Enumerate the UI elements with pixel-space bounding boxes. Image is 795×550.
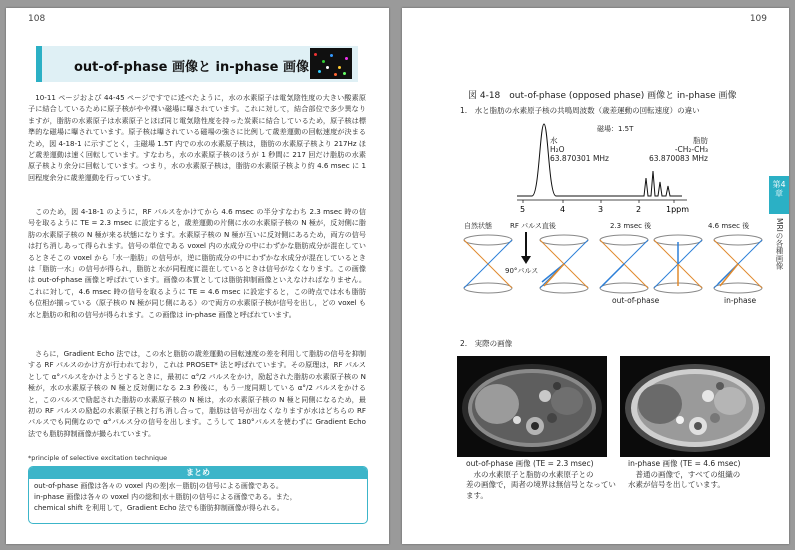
mri-in-phase-image [620, 356, 770, 457]
caption-in-phase: in-phase 画像 (TE = 4.6 msec) 普通の画像で，すべての組織の 水素が信号を出しています。 [628, 459, 741, 489]
water-name: 水 [550, 136, 558, 145]
summary-text: out-of-phase 画像は各々の voxel 内の差|水－脂肪|の信号による画像である。 in-phase 画像は各々の voxel 内の総和|水＋脂肪|の信号による画像である。また， chemical shift を利用して，Gradient Echo 法でも脂肪抑制画像が得られる。 [34, 482, 297, 512]
cone-in-phase [714, 235, 762, 293]
field-strength-label: 磁場：1.5T [597, 125, 634, 133]
paragraph-3: さらに，Gradient Echo 法では，この水と脂肪の歳差運動の回転速度の差を利用して脂肪の信号を抑制する RF パルスのかけ方が行われており，これは PROSET* 法と呼ばれています。その原理は，RF パルスとして α°パルスをかけようとするときに，最初に α°/2 パルスをかけ，励起された脂肪の水素原子核の N 極が，水の水素原子核の N 極と反対側になる 2.3 秒後に，もう一度同期している α°/2 パルスをかけると，このパルスで励起された脂肪の水素原子核の N 極は，水の水素原子核の N 極と同側になるため，最初の RF パルスの励起の水素原子核と打ち消し合って，脂肪は信号が出なくなりますが水はどちらの RF パルスでも同側なので α°パルス分の信号を出します。こうして 180°パルスを使わずに Gradient Echo 法でも脂肪抑制画像が撮られています。 [28, 349, 366, 438]
spectrum-tick-4: 4 [560, 205, 566, 214]
out-of-phase-label: out-of-phase [612, 296, 660, 305]
right-page [402, 8, 789, 544]
footnote: *principle of selective excitation technique [28, 454, 168, 462]
mri-out-of-phase-image [457, 356, 607, 457]
fat-name: 脂肪 [693, 136, 708, 145]
section-1-heading: 1. 水と脂肪の水素原子核の共鳴周波数（歳差運動の回転速度）の違い [460, 106, 700, 115]
spectrum-tick-1ppm: 1ppm [666, 205, 690, 214]
cone-2-3ms [600, 235, 648, 293]
water-frequency: 63.870301 MHz [550, 154, 609, 163]
section-2-heading: 2. 実際の画像 [460, 339, 513, 348]
in-phase-label: in-phase [724, 296, 757, 305]
fat-frequency: 63.870083 MHz [649, 154, 708, 163]
paragraph-2: このため，図 4-18-1 のように，RF パルスをかけてから 4.6 msec の半分すなわち 2.3 msec 時の信号を取るように TE = 2.3 msec に設定すると，歳差運動の片側に水の水素原子核の N 極が，反対側に脂肪の水素原子核の N 極が来る状態になります。水素原子核の N 極が互いに反対側にあるため，両方の信号は打ち消しあって得られます。信号の単位である voxel 内の水成分の中にわずかな脂肪成分が混在しているときそこの voxel から「水一脂肪」の信号が，逆に脂肪成分の中にわずかな水成分が混在しているときは「脂肪一水」の信号が得られ，脂肪と水が同程度に混在しているときは信号がなくなります。この画像は out-of-phase 画像と呼ばれています。画像の本質としては脂肪抑制画像といえなければなりません。これに対して，4.6 msec 時の信号を取るように TE = 4.6 msec に設定すると，この時点では水も脂肪も位相が揃っている（原子核の N 極が同じ側にある）ので両方の水素原子核が信号を出し，どの voxel も水と脂肪の和和の信号が得られます。この画像は in-phase 画像と呼ばれています。 [28, 207, 366, 319]
section-title-box [36, 46, 358, 82]
pulse-label: 90°パルス [505, 267, 539, 275]
section-title: out-of-phase 画像と in-phase 画像 [74, 60, 310, 75]
spectrum-tick-3: 3 [598, 205, 604, 214]
state-label-4-6ms: 4.6 msec 後 [708, 222, 750, 230]
water-label [550, 136, 609, 163]
cone-out-of-phase [654, 235, 702, 293]
paragraph-1: 10-11 ページおよび 44-45 ページですでに述べたように，水の水素原子は電気陰性度の大きい酸素原子に結合しているために原子核がやや裸い磁場に曝されています。これに対して，結合部位で多少異なりますが，脂肪の水素原子は水素原子とほぼ同じ電気陰性度を持った炭素に結合しているため，原子核は標準的な磁場に曝されています。原子核は曝されている磁場の強さに比例して歳差運動の回転速度が決まるため，図 4-18-1 に示すごとく，主磁場 1.5T 内での水の水素原子核は，脂肪の水素原子核より 217Hz ほど歳差運動は速く回転しています。すなわち，水の水素原子核のほうが 1 秒間に 217 回だけ脂肪の水素原子核より余分に回転しています。つまり，水の水素原子核は，脂肪の水素原子核より約 4.6 msec に 1 回程度余分に歳差運動を行っています。 [28, 93, 366, 182]
summary-box [28, 466, 368, 524]
state-label-natural: 自然状態 [464, 222, 492, 230]
cone-natural [464, 235, 512, 293]
water-formula: H₂O [550, 145, 565, 154]
spectrum-tick-5: 5 [520, 205, 526, 214]
state-label-2-3ms: 2.3 msec 後 [610, 222, 652, 230]
left-page [6, 8, 389, 544]
fat-label [628, 136, 708, 163]
title-decoration-image [310, 48, 352, 79]
summary-title: まとめ [29, 467, 367, 479]
cone-rf-pulse [540, 235, 588, 293]
chapter-label: MRIの各種画像 [775, 218, 784, 270]
right-page-number: 109 [749, 14, 767, 24]
figure-title: 図 4-18 out-of-phase (opposed phase) 画像と in-phase 画像 [468, 91, 737, 101]
fat-peaks [637, 171, 682, 196]
caption-out-of-phase: out-of-phase 画像 (TE = 2.3 msec) 水の水素原子と脂肪の水素原子との 差の画像で，両者の境界は無信号となっています。 [466, 459, 616, 500]
fat-formula: -CH₂-CH₃ [674, 145, 708, 154]
state-label-rf-pulse: RF パルス直後 [510, 222, 556, 230]
left-page-number: 108 [28, 14, 46, 24]
precession-diagram [456, 230, 766, 298]
chapter-tab[interactable]: 第4章 [769, 176, 789, 214]
spectrum-tick-2: 2 [636, 205, 642, 214]
pulse-arrow [521, 232, 531, 264]
